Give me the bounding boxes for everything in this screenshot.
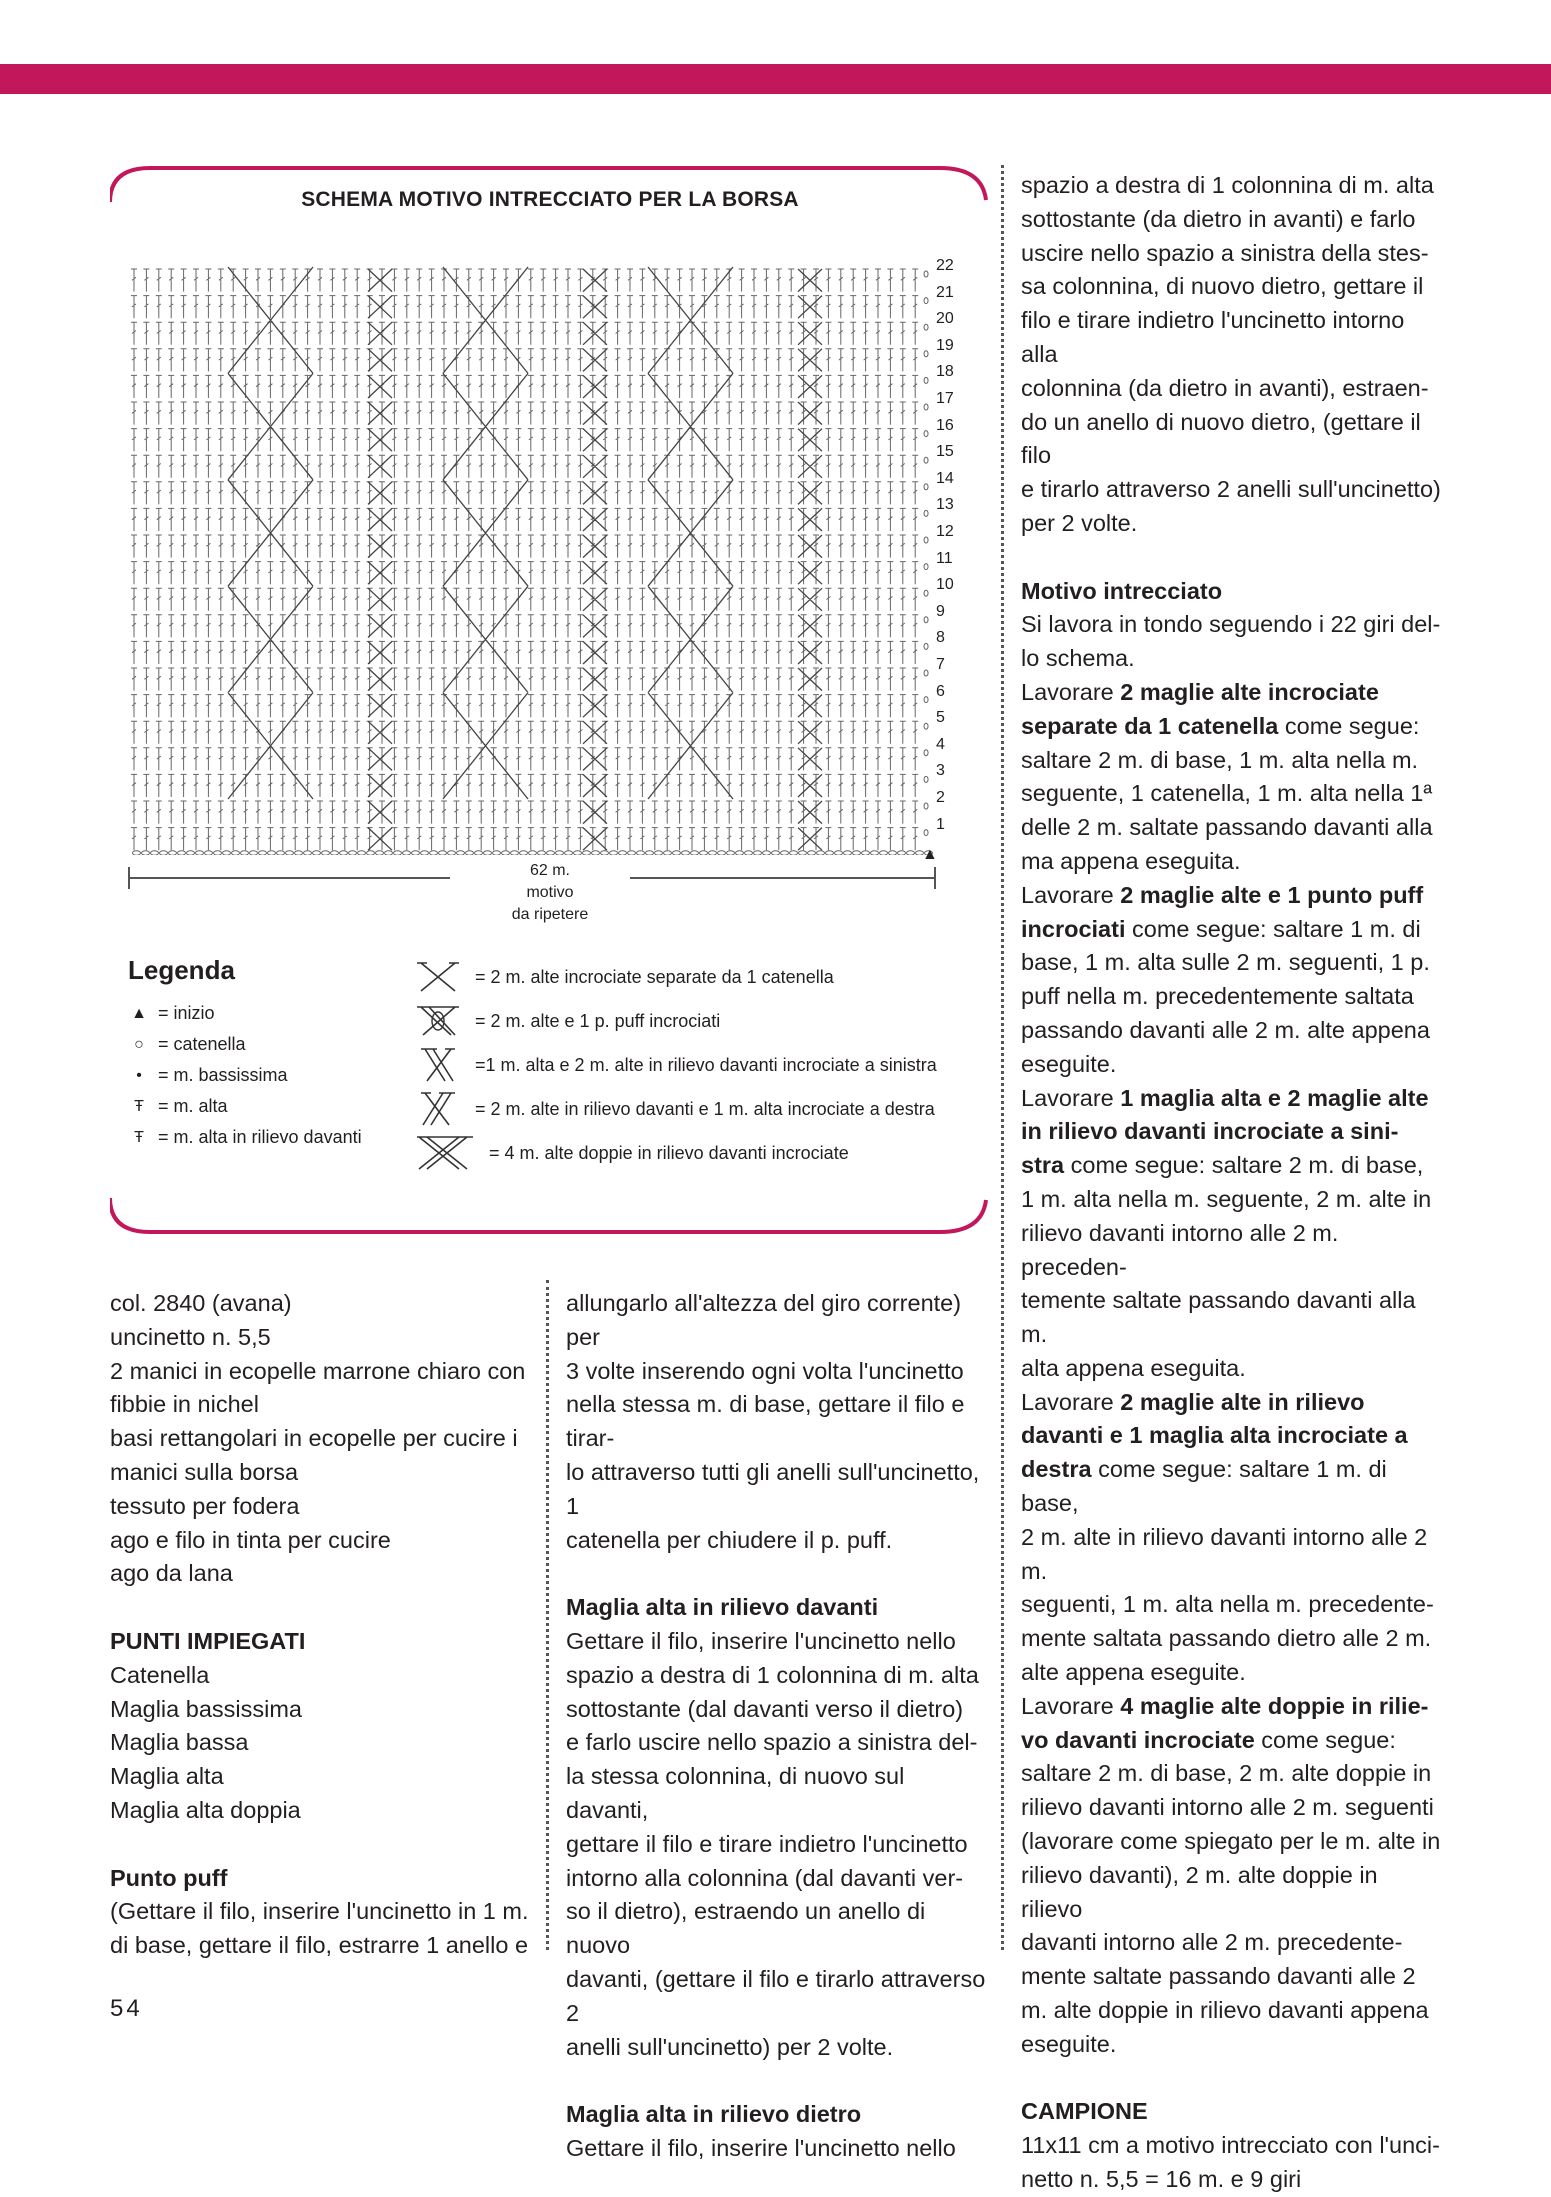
row-number: 11 xyxy=(936,549,953,567)
text-line: (Gettare il filo, inserire l'uncinetto in 1 m. xyxy=(110,1898,529,1925)
text-line: delle 2 m. saltate passando davanti alla xyxy=(1021,814,1433,841)
stitch-item: Maglia bassissima xyxy=(110,1695,302,1722)
text-line: mente saltate passando davanti alle 2 xyxy=(1021,1963,1416,1990)
text-line: spazio a destra di 1 colonnina di m. alta xyxy=(566,1661,979,1688)
text-line: rilievo davanti intorno alle 2 m. seguenti xyxy=(1021,1794,1434,1821)
row-number: 3 xyxy=(936,762,945,780)
text-line: alta appena eseguita. xyxy=(1021,1354,1246,1381)
text-line: so il dietro), estraendo un anello di nuovo xyxy=(566,1898,926,1959)
chain-icon: ○ xyxy=(134,1035,144,1053)
legend-left-list xyxy=(128,998,362,1153)
legend-label: = m. bassissima xyxy=(158,1065,288,1085)
material-line: tessuto per fodera xyxy=(110,1492,300,1519)
text-line: anelli sull'uncinetto) per 2 volte. xyxy=(566,2033,894,2060)
sample-heading: CAMPIONE xyxy=(1021,2098,1148,2125)
legend-item xyxy=(128,1060,362,1091)
front-post-heading: Maglia alta in rilievo davanti xyxy=(566,1594,879,1621)
row-number: 21 xyxy=(936,283,954,301)
legend-label: = 2 m. alte e 1 p. puff incrociati xyxy=(475,1010,721,1031)
text-line: di base, gettare il filo, estrarre 1 anello e xyxy=(110,1932,529,1959)
row-number: 6 xyxy=(936,682,945,700)
text-line: spazio a destra di 1 colonnina di m. alta xyxy=(1021,172,1434,198)
crossed-treble-icon xyxy=(415,1133,475,1173)
text-line: rilievo davanti), 2 m. alte doppie in rilievo xyxy=(1021,1861,1378,1922)
row-number: 2 xyxy=(936,789,945,806)
text-line: alte appena eseguite. xyxy=(1021,1659,1246,1686)
instruction-line: Lavorare 2 maglie alte in rilievo xyxy=(1021,1388,1365,1415)
text-line: davanti, (gettare il filo e tirarlo attraverso 2 xyxy=(566,1965,986,2026)
row-number: 15 xyxy=(936,443,954,461)
legend-label: = 2 m. alte incrociate separate da 1 catenella xyxy=(475,966,834,987)
instruction-line: Lavorare 1 maglia alta e 2 maglie alte xyxy=(1021,1084,1429,1111)
column-divider xyxy=(1001,165,1004,1950)
row-number: 14 xyxy=(936,469,954,487)
text-line: netto n. 5,5 = 16 m. e 9 giri xyxy=(1021,2166,1302,2193)
instruction-line: Lavorare 2 maglie alte incrociate xyxy=(1021,678,1379,705)
stitch-instructions-column xyxy=(566,1287,986,2166)
row-number: 18 xyxy=(936,363,954,381)
legend-item xyxy=(128,1091,362,1122)
legend-label: =1 m. alta e 2 m. alte in rilievo davanti incrociate a sinistra xyxy=(475,1054,937,1075)
text-line: puff nella m. precedentemente saltata xyxy=(1021,983,1414,1010)
instruction-line: incrociati come segue: saltare 1 m. di xyxy=(1021,915,1421,942)
text-line: saltare 2 m. di base, 2 m. alte doppie in xyxy=(1021,1760,1432,1787)
back-post-heading: Maglia alta in rilievo dietro xyxy=(566,2101,862,2128)
row-number: 17 xyxy=(936,390,954,407)
column-divider xyxy=(546,1280,549,1950)
material-line: uncinetto n. 5,5 xyxy=(110,1323,271,1350)
text-line: per 2 volte. xyxy=(1021,509,1138,536)
material-line: col. 2840 (avana) xyxy=(110,1290,292,1316)
instruction-line: destra come segue: saltare 1 m. di base, xyxy=(1021,1456,1387,1517)
page-number: 54 xyxy=(110,1995,143,2022)
chart-panel xyxy=(110,160,990,1240)
stitch-item: Catenella xyxy=(110,1661,210,1688)
text-line: Si lavora in tondo seguendo i 22 giri del- xyxy=(1021,611,1441,638)
repeat-word: motivo xyxy=(526,884,574,901)
text-line: e tirarlo attraverso 2 anelli sull'uncinetto) xyxy=(1021,476,1441,503)
legend-item xyxy=(128,998,362,1029)
materials-column xyxy=(110,1287,530,1963)
row-number: 22 xyxy=(936,257,954,274)
front-post-dc-icon: Ŧ xyxy=(134,1128,144,1146)
material-line: ago da lana xyxy=(110,1560,233,1587)
text-line: Gettare il filo, inserire l'uncinetto nello xyxy=(566,1627,956,1654)
slip-stitch-icon: • xyxy=(136,1066,142,1084)
motif-instructions-column xyxy=(1021,169,1441,2197)
text-line: eseguite. xyxy=(1021,2030,1117,2057)
stitch-item: Maglia alta doppia xyxy=(110,1796,301,1823)
text-line: base, 1 m. alta sulle 2 m. seguenti, 1 p. xyxy=(1021,949,1430,976)
text-line: nella stessa m. di base, gettare il filo e tirar- xyxy=(566,1391,965,1452)
legend-label: = 4 m. alte doppie in rilievo davanti incrociate xyxy=(489,1142,849,1163)
text-line: seguenti, 1 m. alta nella m. precedente- xyxy=(1021,1591,1434,1618)
repeat-count: 62 m. xyxy=(529,862,570,879)
row-number: 13 xyxy=(936,496,954,514)
repeat-note: da ripetere xyxy=(511,906,589,923)
repeat-label xyxy=(460,860,640,926)
instruction-line: Lavorare 2 maglie alte e 1 punto puff xyxy=(1021,881,1424,908)
text-line: lo attraverso tutti gli anelli sull'uncinetto, 1 xyxy=(566,1458,980,1519)
text-line: davanti intorno alle 2 m. precedente- xyxy=(1021,1929,1403,1956)
text-line: temente saltate passando davanti alla m. xyxy=(1021,1287,1416,1348)
text-line: 3 volte inserendo ogni volta l'uncinetto xyxy=(566,1357,964,1384)
stitches-heading: PUNTI IMPIEGATI xyxy=(110,1627,306,1654)
instruction-line: davanti e 1 maglia alta incrociate a xyxy=(1021,1422,1408,1449)
material-line: manici sulla borsa xyxy=(110,1458,299,1485)
text-line: intorno alla colonnina (dal davanti ver- xyxy=(566,1864,964,1891)
cross-left-icon xyxy=(415,1045,461,1085)
legend-item xyxy=(128,1029,362,1060)
text-line: ma appena eseguita. xyxy=(1021,847,1241,874)
row-number: 20 xyxy=(936,310,954,328)
text-line: Gettare il filo, inserire l'uncinetto nello xyxy=(566,2134,956,2161)
instruction-line: in rilievo davanti incrociate a sini- xyxy=(1021,1118,1399,1145)
material-line: fibbie in nichel xyxy=(110,1391,259,1418)
double-crochet-icon: Ŧ xyxy=(134,1097,144,1115)
row-number: 16 xyxy=(936,416,954,434)
row-number: 8 xyxy=(936,629,945,647)
chart-title: SCHEMA MOTIVO INTRECCIATO PER LA BORSA xyxy=(301,188,799,211)
instruction-line: Lavorare 4 maglie alte doppie in rilie- xyxy=(1021,1692,1429,1719)
row-number: 5 xyxy=(936,709,945,727)
stitch-item: Maglia alta xyxy=(110,1763,224,1790)
legend-title: Legenda xyxy=(128,955,235,985)
legend-label: = 2 m. alte in rilievo davanti e 1 m. alta incrociate a destra xyxy=(475,1098,935,1119)
legend-label: = inizio xyxy=(158,1003,215,1023)
material-line: basi rettangolari in ecopelle per cucire i xyxy=(110,1425,518,1452)
text-line: passando davanti alle 2 m. alte appena xyxy=(1021,1016,1430,1043)
legend-right-list xyxy=(415,955,937,1175)
row-number: 9 xyxy=(936,602,945,620)
legend-label: = m. alta in rilievo davanti xyxy=(158,1127,362,1147)
puff-heading: Punto puff xyxy=(110,1864,228,1891)
row-number: 10 xyxy=(936,576,954,594)
row-number: 4 xyxy=(936,735,945,753)
instruction-line: stra come segue: saltare 2 m. di base, xyxy=(1021,1152,1424,1179)
legend-item xyxy=(415,1131,937,1175)
instruction-line: separate da 1 catenella come segue: xyxy=(1021,712,1420,739)
row-number: 12 xyxy=(936,523,954,540)
repeat-line-right xyxy=(630,877,936,879)
repeat-right-tick xyxy=(934,867,936,889)
start-arrow-icon: ▲ xyxy=(131,1004,147,1022)
text-line: la stessa colonnina, di nuovo sul davanti, xyxy=(566,1763,905,1823)
text-line: gettare il filo e tirare indietro l'uncinetto xyxy=(566,1830,968,1857)
material-line: 2 manici in ecopelle marrone chiaro con xyxy=(110,1357,526,1384)
text-line: sa colonnina, di nuovo dietro, gettare il xyxy=(1021,273,1424,300)
stitch-chart-grid xyxy=(128,255,938,855)
cross-right-icon xyxy=(415,1089,461,1129)
text-line: rilievo davanti intorno alle 2 m. preceden- xyxy=(1021,1219,1339,1280)
legend-item xyxy=(415,1043,937,1087)
start-arrow-icon: ▲ xyxy=(922,846,938,863)
material-line: ago e filo in tinta per cucire xyxy=(110,1526,391,1553)
text-line: 11x11 cm a motivo intrecciato con l'unci- xyxy=(1021,2132,1440,2159)
text-line: mente saltata passando dietro alle 2 m. xyxy=(1021,1625,1432,1652)
text-line: e farlo uscire nello spazio a sinistra del- xyxy=(566,1729,978,1756)
stitch-item: Maglia bassa xyxy=(110,1729,249,1756)
text-line: eseguite. xyxy=(1021,1050,1117,1077)
text-line: 2 m. alte in rilievo davanti intorno alle 2 m. xyxy=(1021,1523,1428,1584)
legend-item xyxy=(415,999,937,1043)
text-line: sottostante (dal davanti verso il dietro) xyxy=(566,1695,964,1722)
text-line: (lavorare come spiegato per le m. alte in xyxy=(1021,1828,1441,1855)
text-line: colonnina (da dietro in avanti), estraen- xyxy=(1021,374,1429,401)
header-accent-bar xyxy=(0,64,1551,94)
text-line: filo e tirare indietro l'uncinetto intorno alla xyxy=(1021,307,1405,367)
text-line: seguente, 1 catenella, 1 m. alta nella 1ª xyxy=(1021,780,1433,807)
legend-item xyxy=(415,955,937,999)
text-line: saltare 2 m. di base, 1 m. alta nella m. xyxy=(1021,746,1419,773)
text-line: catenella per chiudere il p. puff. xyxy=(566,1526,893,1553)
instruction-line: vo davanti incrociate come segue: xyxy=(1021,1726,1396,1753)
motif-heading: Motivo intrecciato xyxy=(1021,577,1223,604)
legend-item xyxy=(128,1122,362,1153)
repeat-line-left xyxy=(128,877,450,879)
row-number: 7 xyxy=(936,656,945,673)
text-line: lo schema. xyxy=(1021,645,1135,672)
legend-label: = catenella xyxy=(158,1034,246,1054)
text-line: do un anello di nuovo dietro, (gettare il filo xyxy=(1021,408,1421,469)
crossed-dc-puff-icon xyxy=(415,1001,461,1041)
row-number: 1 xyxy=(936,815,945,833)
text-line: 1 m. alta nella m. seguente, 2 m. alte in xyxy=(1021,1185,1432,1212)
row-number: 19 xyxy=(936,336,954,354)
text-line: sottostante (da dietro in avanti) e farlo xyxy=(1021,205,1416,232)
text-line: uscire nello spazio a sinistra della stes- xyxy=(1021,239,1429,266)
text-line: allungarlo all'altezza del giro corrente) per xyxy=(566,1290,962,1350)
text-line: m. alte doppie in rilievo davanti appena xyxy=(1021,1997,1429,2024)
legend-label: = m. alta xyxy=(158,1096,228,1116)
legend-item xyxy=(415,1087,937,1131)
crossed-dc-chain-icon xyxy=(415,957,461,997)
